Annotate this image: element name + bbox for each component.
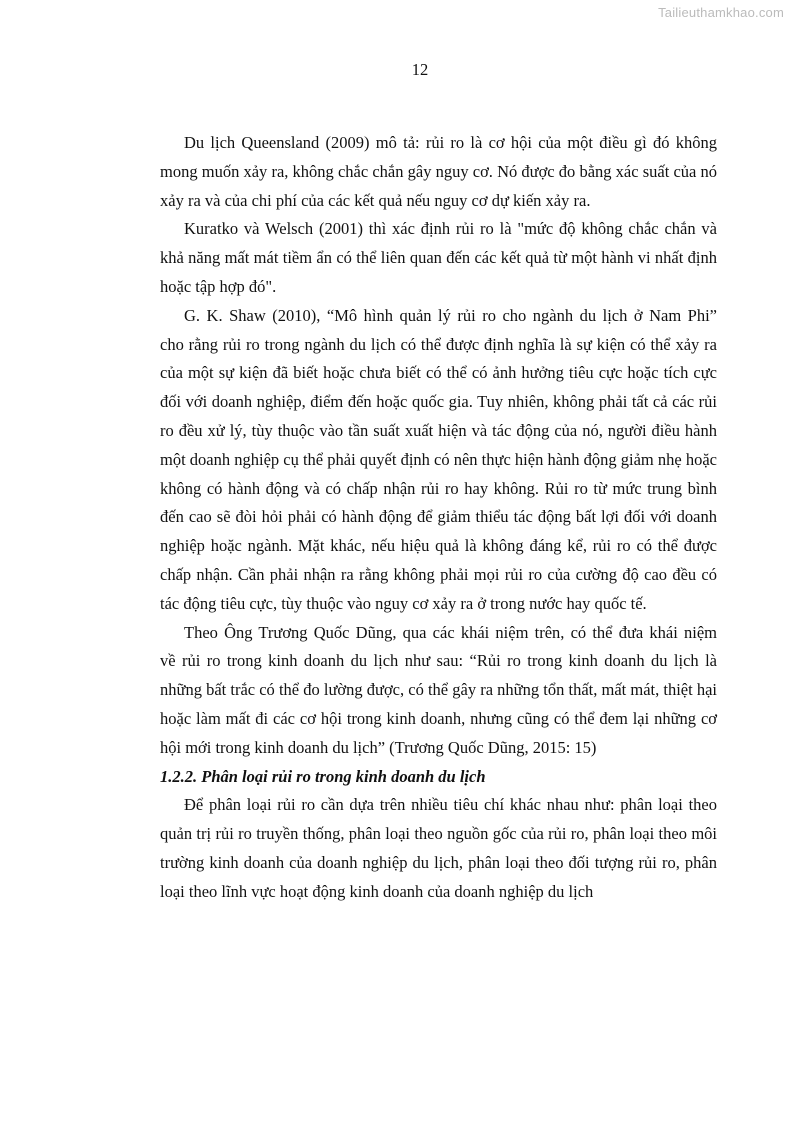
paragraph [160, 791, 717, 906]
text-line: hoặc tập hợp đó". [160, 276, 277, 296]
paragraph [160, 129, 717, 215]
page-number: 12 [411, 60, 429, 79]
text-line: về rủi ro trong kinh doanh du lịch như sau: “Rủi ro trong kinh doanh du lịch là [160, 651, 717, 671]
text-line: nghiệp hoặc ngành. Mặt khác, nếu hiệu quả là không đáng kể, rủi ro có thể được [160, 536, 717, 556]
watermark: Tailieuthamkhao.com [658, 5, 784, 20]
text-line: chấp nhận. Cần phải nhận ra rằng không phải mọi rủi ro của cường độ cao đều có [160, 564, 717, 584]
text-line: Theo Ông Trương Quốc Dũng, qua các khái niệm trên, có thể đưa khái niệm [184, 622, 717, 642]
text-line: loại theo lĩnh vực hoạt động kinh doanh của doanh nghiệp du lịch [160, 881, 594, 901]
document-body [160, 129, 717, 907]
text-line: khả năng mất mát tiềm ẩn có thể liên quan đến các kết quả từ một hành vi nhất định [160, 248, 717, 268]
text-line: một doanh nghiệp cụ thể phải quyết định có nên thực hiện hành động giảm nhẹ hoặc [160, 449, 717, 469]
text-line: ro đều xử lý, tùy thuộc vào tần suất xuất hiện và tác động của nó, người điều hành [160, 420, 717, 440]
text-line: mong muốn xảy ra, không chắc chắn gây nguy cơ. Nó được đo bằng xác suất của nó [160, 161, 717, 181]
paragraph [160, 215, 717, 301]
text-line: không có hành động và có chấp nhận rủi ro hay không. Rủi ro từ mức trung bình [160, 478, 717, 498]
text-line: Kuratko và Welsch (2001) thì xác định rủi ro là "mức độ không chắc chắn và [184, 219, 717, 239]
text-line: hoặc làm mất đi các cơ hội trong kinh doanh, nhưng cũng có thể đem lại những cơ [160, 708, 717, 728]
paragraph [160, 302, 717, 619]
section-heading [160, 763, 717, 792]
text-line: những bất trắc có thể đo lường được, có thể gây ra những tổn thất, mất mát, thiệt hại [160, 680, 717, 700]
text-line: của một sự kiện đã biết hoặc chưa biết có thể có ảnh hưởng tiêu cực hoặc tích cực [160, 363, 717, 383]
text-line: cho rằng rủi ro trong ngành du lịch có thể được định nghĩa là sự kiện có thể xảy ra [160, 334, 717, 354]
text-line: tác động tiêu cực, tùy thuộc vào nguy cơ xảy ra ở trong nước hay quốc tế. [160, 593, 647, 613]
text-line: trường kinh doanh của doanh nghiệp du lịch, phân loại theo đối tượng rủi ro, phân [160, 852, 717, 872]
paragraph [160, 619, 717, 763]
text-line: 1.2.2. Phân loại rủi ro trong kinh doanh du lịch [160, 766, 486, 786]
text-line: xảy ra và của chi phí của các kết quả nếu nguy cơ dự kiến xảy ra. [160, 190, 591, 210]
text-line: Du lịch Queensland (2009) mô tả: rủi ro là cơ hội của một điều gì đó không [184, 133, 717, 152]
text-line: đến cao sẽ đòi hỏi phải có hành động để giảm thiểu tác động bất lợi đối với doanh [160, 507, 717, 527]
text-line: G. K. Shaw (2010), “Mô hình quản lý rủi ro cho ngành du lịch ở Nam Phi” [184, 305, 717, 325]
text-line: quản trị rủi ro truyền thống, phân loại theo nguồn gốc của rủi ro, phân loại theo môi [160, 824, 717, 844]
text-line: Để phân loại rủi ro cần dựa trên nhiều tiêu chí khác nhau như: phân loại theo [184, 795, 717, 815]
text-line: hội mới trong kinh doanh du lịch” (Trương Quốc Dũng, 2015: 15) [160, 737, 597, 757]
text-line: đối với doanh nghiệp, điểm đến hoặc quốc gia. Tuy nhiên, không phải tất cả các rủi [160, 392, 717, 412]
